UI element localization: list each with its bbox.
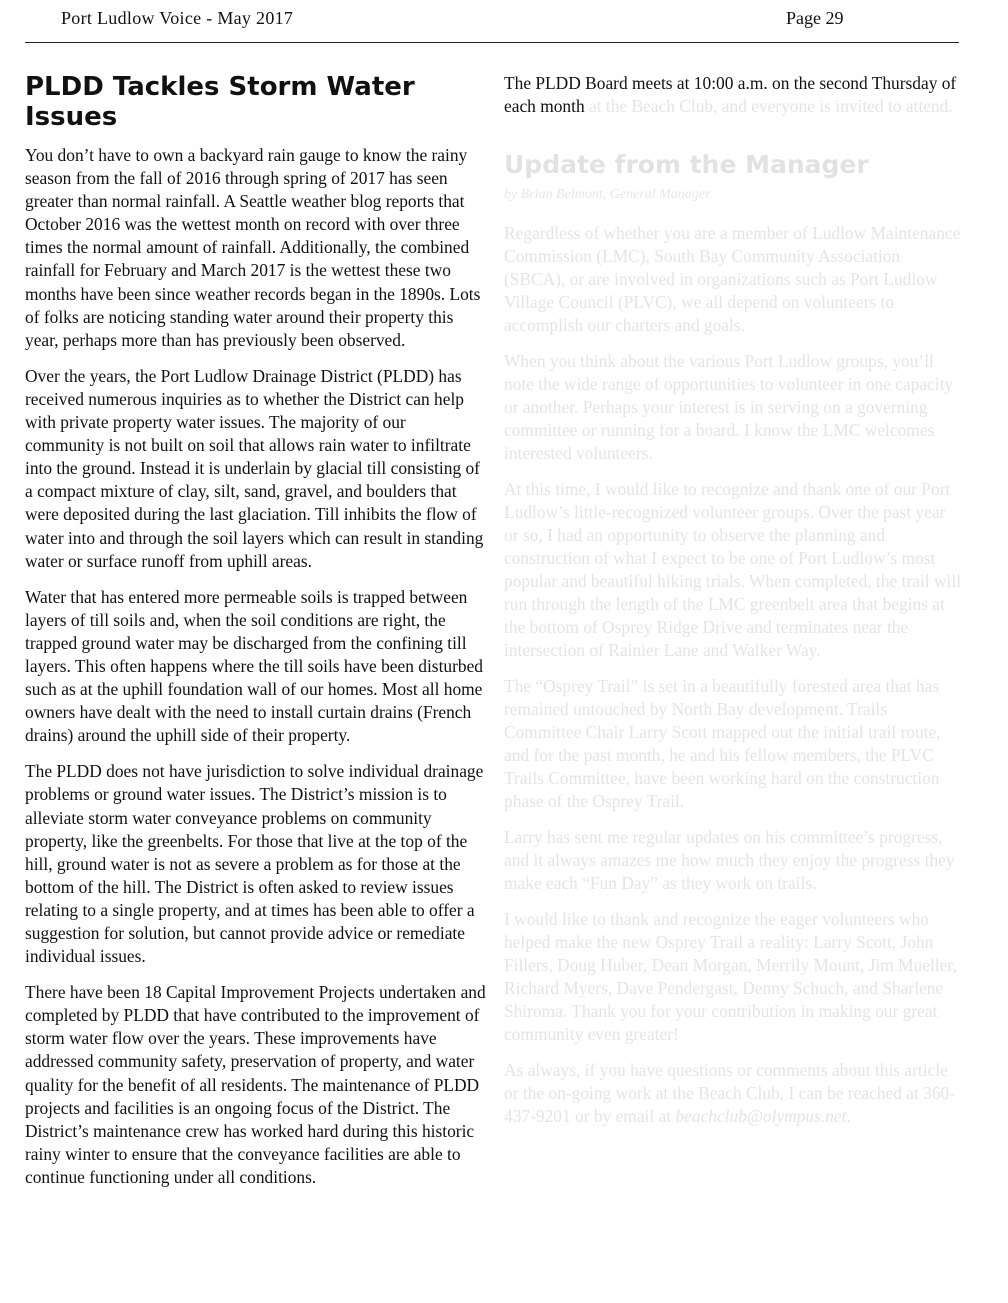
update-paragraph: At this time, I would like to recognize and thank one of our Port Ludlow’s little-recognized volunteer groups. Over the past year or so, I had an opportunity to observe the planning and construction of what I expect to be one of Port Ludlow’s most popular and beautiful hiking trials. When completed, the trail will run through the length of the LMC greenbelt area that begins at the bottom of Osprey Ridge Drive and terminates near the intersection of Rainier Lane and Walker Way. — [504, 479, 962, 660]
update-paragraph: The “Osprey Trail” is set in a beautifully forested area that has remained untouched by North Bay development. Trails Committee Chair Larry Scott mapped out the initial trail route, and for the past month, he and his fellow members, the PLVC Trails Committee, have been working hard on the construction phase of the Osprey Trail. — [504, 676, 941, 811]
article-paragraph: There have been 18 Capital Improvement Projects undertaken and completed by PLDD that have contributed to the improvement of storm water flow over the years. These improvements have addressed community safety, preservation of property, and water quality for the benefit of all residents. The maintenance of PLDD projects and facilities is an ongoing focus of the District. The District’s maintenance crew has worked hard during this historic rainy winter to ensure that the conveyance facilities are able to continue functioning under all conditions. — [25, 982, 486, 1187]
article-paragraph: You don’t have to own a backyard rain gauge to know the rainy season from the fall of 2016 through spring of 2017 has seen greater than normal rainfall. A Seattle weather blog reports that October 2016 was the wettest month on record with over three times the normal amount of rainfall. Additionally, the combined rainfall for February and March 2017 is the wettest these two months have been since weather records began in the 1890s. Lots of folks are noticing standing water around their property this year, perhaps more than has previously been observed. — [25, 145, 481, 350]
publication-title: Port Ludlow Voice - May 2017 — [61, 8, 294, 28]
meeting-notice-text: The PLDD Board meets at 10:00 a.m. on the second Thursday of each month — [504, 73, 957, 116]
closing-end: . — [846, 1106, 851, 1126]
page-number: Page 29 — [786, 8, 844, 28]
meeting-notice — [504, 72, 962, 118]
update-paragraph: Regardless of whether you are a member of Ludlow Maintenance Commission (LMC), South Bay Community Association (SBCA), or are involved in organizations such as Port Ludlow Village Council (PLVC), we all depend on volunteers to accomplish our charters and goals. — [504, 223, 961, 335]
email-link[interactable]: beachclub@olympus.net — [675, 1106, 847, 1126]
left-column — [25, 72, 487, 1202]
update-title: Update from the Manager — [504, 150, 869, 179]
article-title: PLDD Tackles Storm Water Issues — [25, 72, 415, 132]
article-paragraph: The PLDD does not have jurisdiction to solve individual drainage problems or ground water issues. The District’s mission is to alleviate storm water conveyance problems on community property, like the greenbelts. For those that live at the top of the hill, ground water is not as severe a problem as for those at the bottom of the hill. The District is often asked to review issues relating to a single property, and at times has been able to offer a suggestion for solution, but cannot provide advice or remediate individual issues. — [25, 761, 484, 967]
update-paragraph: When you think about the various Port Ludlow groups, you’ll note the wide range of opportunities to volunteer in one capacity or another. Perhaps your interest is in serving on a governing committee or running for a board. I know the LMC welcomes interested volunteers. — [504, 351, 954, 463]
closing-text: As always, if you have questions or comments about this article or the on-going work at the Beach Club, I can be reached at 360-437-9201 or by email at — [504, 1060, 956, 1126]
closing-paragraph — [504, 1059, 962, 1128]
update-paragraph: I would like to thank and recognize the eager volunteers who helped make the new Osprey Trail a reality: Larry Scott, John Fillers, Doug Huber, Dean Morgan, Merrily Mount, Jim Mueller, Richard Myers, Dave Pendergast, Denny Schuch, and Sharlene Shiroma. Thank you for your contribution in making our great community even greater! — [504, 909, 957, 1044]
meeting-notice-faded: at the Beach Club, and everyone is invited to attend. — [584, 96, 953, 116]
article-paragraph: Over the years, the Port Ludlow Drainage District (PLDD) has received numerous inquiries as to whether the District can help with private property water issues. The majority of our community is not built on soil that allows rain water to infiltrate into the ground. Instead it is underlain by glacial till consisting of a compact mixture of clay, silt, sand, gravel, and boulders that were deposited during the last glaciation. Till inhibits the flow of water into and through the soil layers which can result in standing water or surface runoff from uphill areas. — [25, 365, 484, 571]
right-column — [504, 72, 962, 1141]
article-paragraph: Water that has entered more permeable soils is trapped between layers of till soils and, when the soil conditions are right, the trapped ground water may be discharged from the confining till layers. This often happens where the till soils have been disturbed such as at the uphill foundation wall of our homes. Most all home owners have dealt with the need to install curtain drains (French drains) around the uphill side of their property. — [25, 586, 483, 746]
byline: by Brian Belmont, General Manager — [504, 187, 711, 202]
page-header — [25, 0, 959, 43]
update-paragraph: Larry has sent me regular updates on his committee’s progress, and it always amazes me how much they enjoy the progress they make each “Fun Day” as they work on trails. — [504, 827, 955, 893]
